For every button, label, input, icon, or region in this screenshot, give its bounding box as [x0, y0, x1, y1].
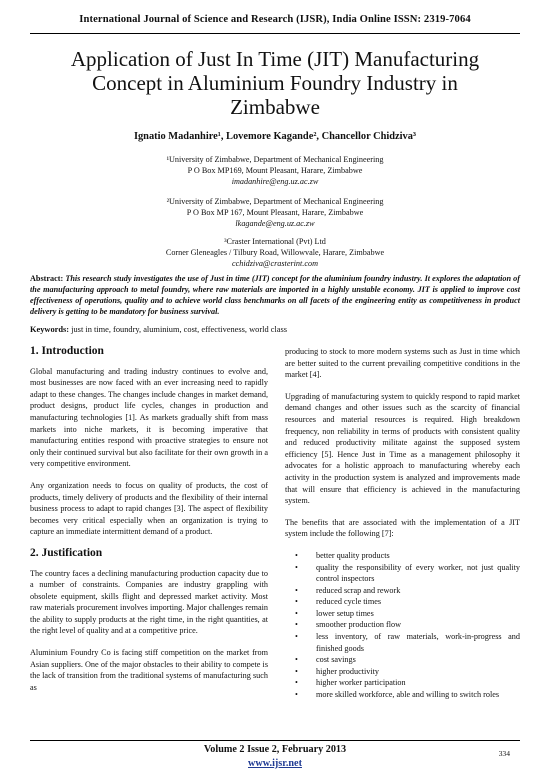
list-item: • lower setup times: [295, 608, 374, 618]
bullet-icon: •: [295, 597, 298, 607]
left-column: [30, 346, 268, 703]
list-item: • more skilled workforce, able and willing to switch roles: [295, 690, 500, 700]
list-item: • higher worker participation: [295, 678, 406, 688]
title-line-1: Application of Just In Time (JIT) Manufacturing: [70, 47, 480, 71]
list-item: • cost savings: [295, 655, 356, 665]
affiliation-1-line2: P O Box MP169, Mount Pleasant, Harare, Zimbabwe: [187, 166, 363, 175]
right-paragraph-1: producing to stock to more modern systems such as Just in time which are better suited to the current prevailing competitive conditions in the market [4].: [285, 347, 520, 380]
bullet-icon: •: [295, 608, 298, 618]
author-list: Ignatio Madanhire¹, Lovemore Kagande², Chancellor Chidziva³: [133, 131, 417, 142]
bullet-icon: •: [295, 655, 298, 665]
title-line-2: Concept in Aluminium Foundry Industry in: [92, 71, 458, 95]
list-item: • higher productivity: [295, 666, 379, 676]
paper-title: [40, 47, 510, 119]
affiliation-2: [30, 196, 520, 229]
right-paragraph-3: The benefits that are associated with the implementation of a JIT system include the following [7]:: [285, 517, 520, 539]
footer-issue: Volume 2 Issue 2, February 2013: [203, 744, 347, 755]
abstract-text: This research study investigates the use of Just in time (JIT) concept for the aluminium foundry industry. It explores the adaptation of the manufacturing approach to metal foundry, where raw materials are imported in a highly unstable economy. JIT is applied to improve cost effectiveness of operations, quality and to achieve world class benchmarks on all facets of the engineering entity as competitiveness in product delivery is getting to be mandatory for business survival.: [30, 274, 520, 316]
list-item: • reduced cycle times: [295, 597, 382, 607]
footer-rule: [30, 740, 520, 741]
list-item: • reduced scrap and rework: [295, 585, 401, 595]
benefits-list: [285, 550, 520, 701]
bullet-icon: •: [295, 562, 298, 572]
bullet-icon: •: [295, 585, 298, 595]
page-number: 334: [498, 749, 510, 758]
affiliation-2-line2: P O Box MP 167, Mount Pleasant, Harare, Zimbabwe: [186, 208, 364, 217]
bullet-icon: •: [295, 632, 298, 642]
affiliation-3-email[interactable]: cchidziva@crasterint.com: [232, 259, 318, 268]
bullet-icon: •: [295, 550, 298, 560]
keywords-label: Keywords:: [30, 325, 70, 334]
affiliation-1-line1: ¹University of Zimbabwe, Department of Mechanical Engineering: [166, 155, 384, 164]
right-paragraph-2: Upgrading of manufacturing system to quickly respond to rapid market demand changes and other issues such as the scarcity of financial resources and material resources is required. High breakdown frequency, non reliability in terms of products with consistent quality and reduced productivity militate against the supposed system efficiency [5]. Hence Just in Time as a management philosophy it advocates for a holistic approach to manufacturing whereby each activity in the production system is analyzed and improvements made that will ensure that efficiency is achieved in the manufacturing system.: [285, 391, 520, 506]
keywords: [30, 324, 520, 335]
list-item: • better quality products: [295, 550, 390, 560]
intro-paragraph-1: Global manufacturing and trading industry continues to evolve and, most businesses are now faced with an ever increasing need to rapidly adapt to these changes. The changes include changes in market demand, product designs, product life cycles, changes in production and manufacturing technologies [1]. As markets gradually shift from mass markets into niche markets, it is becoming imperative that manufacturing entities respond with proactive strategies to ensure not only their continued survival but also facilitate for their own growth in a very competitive environment.: [30, 366, 268, 469]
affiliation-1-email[interactable]: imadanhire@eng.uz.ac.zw: [231, 177, 319, 186]
affiliation-3: [30, 236, 520, 269]
bullet-icon: •: [295, 620, 298, 630]
journal-header: International Journal of Science and Research (IJSR), India Online ISSN: 2319-7064: [79, 14, 471, 25]
list-item: • smoother production flow: [295, 620, 402, 630]
bullet-icon: •: [295, 678, 298, 688]
header-rule: [30, 33, 520, 34]
section-heading-introduction: 1. Introduction: [30, 345, 104, 357]
section-heading-justification: 2. Justification: [30, 546, 103, 559]
title-line-3: Zimbabwe: [230, 95, 320, 119]
right-column: [285, 346, 520, 701]
justification-paragraph-2: Aluminium Foundry Co is facing stiff competition on the market from Asian suppliers. One of the major obstacles to their ability to compete is the lack of transition from the traditional systems of manufacturing such as: [30, 648, 268, 692]
abstract: [30, 273, 520, 317]
intro-paragraph-2: Any organization needs to focus on quality of products, the cost of products, timely delivery of products and the flexibility of their internal business process to adapt to rapid changes [3]. The aspect of flexibility becomes very critical especially when an organization is trying to capture an immediate intermittent demand of a product.: [30, 480, 268, 537]
affiliation-2-email[interactable]: lkagande@eng.uz.ac.zw: [235, 219, 315, 228]
footer-website-link[interactable]: www.ijsr.net: [248, 758, 302, 769]
affiliation-3-line2: Corner Gleneagles / Tilbury Road, Willowvale, Harare, Zimbabwe: [165, 248, 385, 257]
affiliation-1: [30, 154, 520, 187]
abstract-label: Abstract:: [30, 274, 64, 283]
bullet-icon: •: [295, 666, 298, 676]
list-item: • quality the responsibility of every worker, not just quality control inspectors: [295, 562, 520, 584]
affiliation-3-line1: ³Craster International (Pvt) Ltd: [224, 237, 326, 246]
keywords-text: just in time, foundry, aluminium, cost, effectiveness, world class: [71, 325, 288, 334]
justification-paragraph-1: The country faces a declining manufacturing production capacity due to a number of constraints. Companies are industry grappling with obsolete equipment, skills flight and depressed market activity. Most raw materials procurement involves importing. Major challenges remain the ability to supply products at the right time, in the right quantities, at the right level of quality and at a competitive price.: [30, 568, 268, 636]
list-item: • less inventory, of raw materials, work-in-progress and finished goods: [295, 632, 520, 653]
bullet-icon: •: [295, 690, 298, 700]
affiliation-2-line1: ²University of Zimbabwe, Department of Mechanical Engineering: [166, 197, 384, 206]
